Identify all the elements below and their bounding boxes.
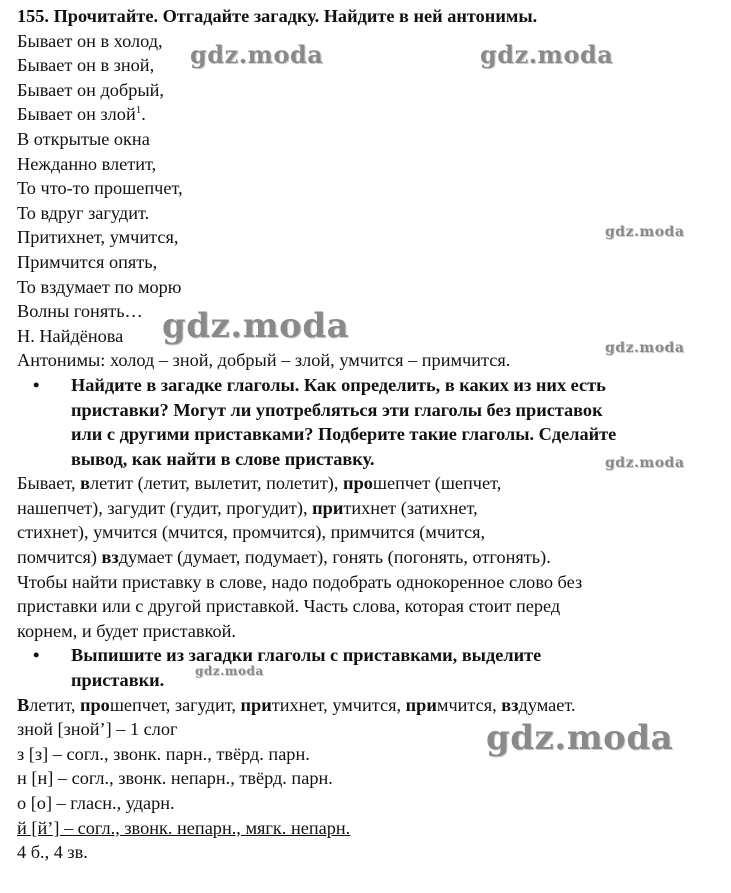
poem-line: То вздумает по морю: [17, 276, 182, 297]
task-3: • Выпишите из загадки глаголы с приставками, выделите приставки.: [33, 645, 542, 691]
watermark-logo: gdz.moda: [605, 224, 685, 240]
exercise-task: Прочитайте. Отгадайте загадку. Найдите в ней антонимы.: [53, 6, 538, 26]
prefix: при: [240, 694, 272, 715]
watermark-logo: gdz.moda: [605, 340, 685, 356]
task-2: • Найдите в загадке глаголы. Как определить, в каких из них есть приставки? Могут ли употребляться эти глаголы без приставок или с другими приставками? Подберите такие глаголы. Сделайте вывод, как найти в слове приставку.: [33, 374, 617, 469]
phonetic-row: н [н] – согл., звонк. непарн., твёрд. парн.: [17, 768, 333, 789]
exercise-heading: [17, 4, 722, 29]
bullet-icon: •: [33, 645, 40, 666]
exercise-number: 155.: [17, 6, 49, 26]
poem-author: Н. Найдёнова: [17, 325, 124, 346]
prefix: вз: [101, 547, 119, 568]
phonetic-header: зной [зной’] – 1 слог: [17, 719, 178, 740]
prefix: В: [17, 694, 30, 715]
prefix: про: [79, 694, 110, 715]
prefix: вз: [501, 694, 519, 715]
poem-line: То вдруг загудит.: [17, 202, 150, 223]
poem-line: Волны гонять…: [17, 301, 143, 322]
footnote-mark: 1: [135, 104, 142, 117]
poem-line: В открытые окна: [17, 128, 150, 149]
antonyms-answer: Антонимы: холод – зной, добрый – злой, умчится – примчится.: [17, 350, 511, 371]
prefix: при: [405, 694, 437, 715]
watermark-logo: gdz.moda: [486, 718, 674, 758]
phonetic-row: о [о] – гласн., ударн.: [17, 793, 175, 813]
poem-line: Бывает он в зной,: [17, 55, 155, 76]
bullet-icon: •: [33, 374, 40, 395]
poem-line: Бывает он злой$^1$.: [17, 104, 146, 125]
poem-line: Притихнет, умчится,: [17, 227, 179, 248]
watermark-logo: gdz.moda: [195, 664, 264, 678]
answer-3: Влетит, прошепчет, загудит, притихнет, умчится, примчится, вздумает.: [17, 694, 576, 715]
watermark-logo: gdz.moda: [162, 306, 350, 346]
prefix: при: [312, 497, 344, 518]
phonetic-row: й [й’] – согл., звонк. непарн., мягк. непарн.: [17, 817, 351, 838]
poem-line: То что-то прошепчет,: [17, 178, 183, 199]
watermark-logo: gdz.moda: [605, 455, 685, 471]
phonetic-total: 4 б., 4 зв.: [17, 842, 88, 863]
watermark-logo: gdz.moda: [190, 40, 324, 69]
poem-line: Бывает он в холод,: [17, 30, 163, 51]
answer-2: Бывает, влетит (летит, вылетит, полетит), прошепчет (шепчет, нашепчет), загудит (гудит, прогудит), притихнет (затихнет, стихнет), умчится (мчится, промчится), примчится (мчится, помчится) вздумает (думает, подумает), гонять (погонять, отгонять). Чтобы найти приставку в слове, надо подобрать однокоренное слово без приставки или с другой приставкой. Часть слова, которая стоит перед корнем, и будет приставкой.: [17, 473, 583, 641]
poem-line: Примчится опять,: [17, 251, 158, 272]
watermark-logo: gdz.moda: [480, 40, 614, 69]
prefix: в: [80, 473, 91, 494]
poem-line: Нежданно влетит,: [17, 153, 157, 174]
poem-line: Бывает он добрый,: [17, 79, 164, 100]
prefix: про: [343, 473, 373, 494]
phonetic-row: з [з] – согл., звонк. парн., твёрд. парн.: [17, 743, 310, 764]
